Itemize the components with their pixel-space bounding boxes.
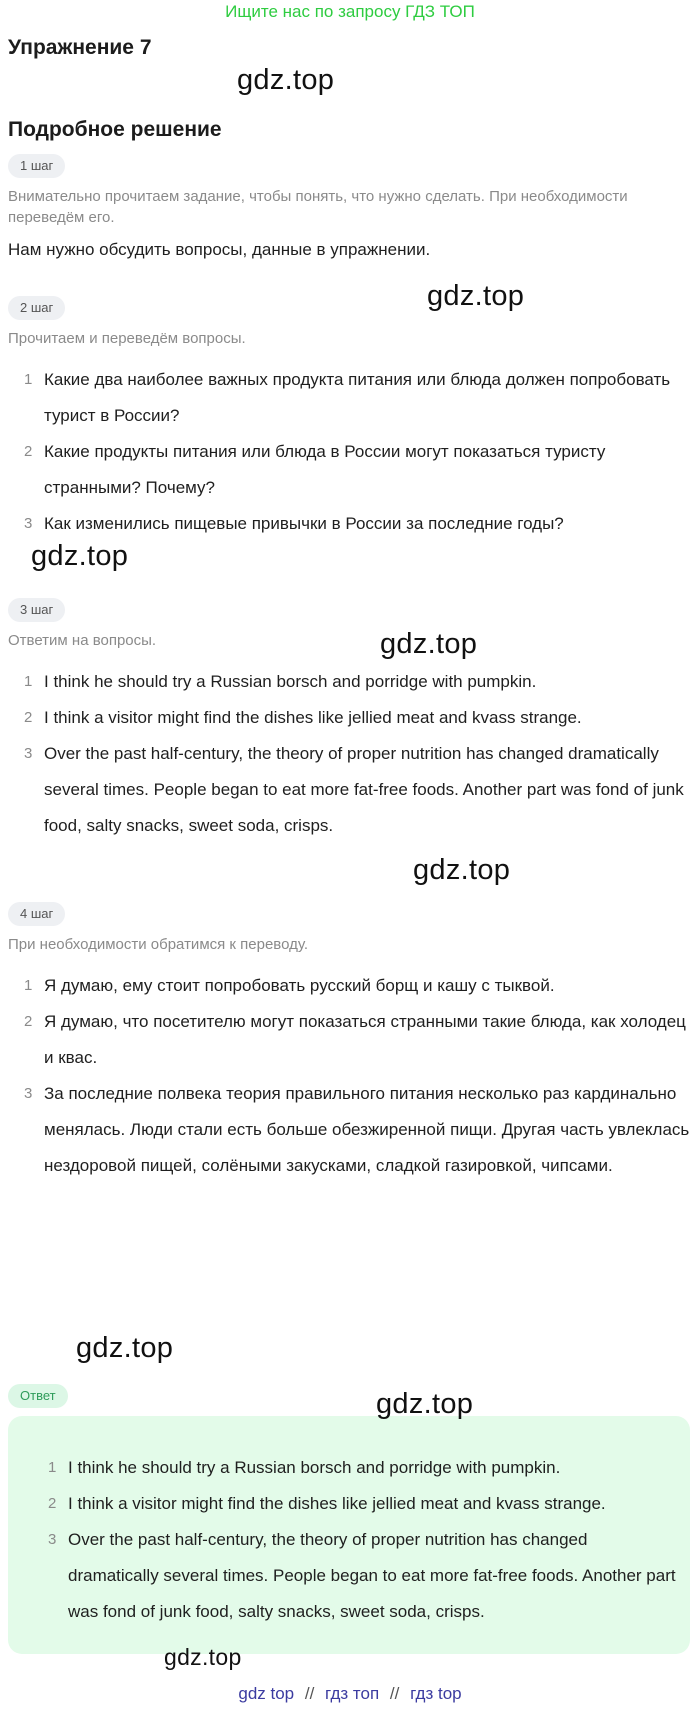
answer-list <box>32 1450 682 1630</box>
step-3-chip: 3 шаг <box>8 598 65 622</box>
step-2-chip: 2 шаг <box>8 296 65 320</box>
list-item: 2 I think a visitor might find the dishes like jellied meat and kvass strange. <box>24 708 582 727</box>
watermark: gdz.top <box>76 1332 174 1364</box>
list-item: 1 I think he should try a Russian borsch and porridge with pumpkin. <box>24 672 537 691</box>
footer-link-gdz-top-ru[interactable]: гдз топ <box>325 1684 380 1703</box>
step-2-description: Прочитаем и переведём вопросы. <box>8 330 246 347</box>
watermark: gdz.top <box>427 280 525 312</box>
step-1-lead: Нам нужно обсудить вопросы, данные в упражнении. <box>8 240 431 259</box>
list-item: 3 Как изменились пищевые привычки в России за последние годы? <box>24 514 564 533</box>
watermark: gdz.top <box>376 1388 474 1420</box>
step-2-list <box>8 362 698 542</box>
list-item: 1 Я думаю, ему стоит попробовать русский борщ и кашу с тыквой. <box>24 976 555 995</box>
footer-links <box>0 1684 700 1704</box>
section-title: Подробное решение <box>8 118 222 141</box>
list-item: 2 Я думаю, что посетителю могут показаться странными такие блюда, как холодец и квас. <box>24 1012 686 1067</box>
watermark: gdz.top <box>413 854 511 886</box>
watermark: gdz.top <box>31 540 129 572</box>
list-item: 1 Какие два наиболее важных продукта питания или блюда должен попробовать турист в России? <box>24 370 671 425</box>
list-item: 3 Over the past half-century, the theory of proper nutrition has changed dramatically several times. People began to eat more fat-free foods. Another part was fond of junk food, salty snacks, sweet soda, crisps. <box>24 744 684 835</box>
footer-link-gdz-top[interactable]: gdz top <box>238 1684 295 1703</box>
list-item: 3 Over the past half-century, the theory of proper nutrition has changed dramatically several times. People began to eat more fat-free foods. Another part was fond of junk food, salty snacks, sweet soda, crisps. <box>48 1530 676 1621</box>
step-4-chip: 4 шаг <box>8 902 65 926</box>
list-item: 2 I think a visitor might find the dishes like jellied meat and kvass strange. <box>48 1494 606 1513</box>
step-4-description: При необходимости обратимся к переводу. <box>8 936 309 953</box>
step-3-description: Ответим на вопросы. <box>8 632 157 649</box>
watermark: gdz.top <box>237 64 335 96</box>
list-item: 3 За последние полвека теория правильного питания несколько раз кардинально менялась. Люди стали есть больше обезжиренной пищи. Другая часть увлеклась нездоровой пищей, солёными закусками, сладкой газировкой, чипсами. <box>24 1084 690 1175</box>
page-title: Упражнение 7 <box>8 36 152 59</box>
watermark: gdz.top <box>164 1644 242 1670</box>
list-item: 1 I think he should try a Russian borsch and porridge with pumpkin. <box>48 1458 561 1477</box>
step-1-description: Внимательно прочитаем задание, чтобы понять, что нужно сделать. При необходимости переведём его. <box>8 188 628 226</box>
list-item: 2 Какие продукты питания или блюда в России могут показаться туристу странными? Почему? <box>24 442 606 497</box>
footer-link-gdz-top-mixed[interactable]: гдз top <box>410 1684 462 1703</box>
answer-chip: Ответ <box>8 1384 68 1408</box>
step-4-list <box>8 968 698 1184</box>
watermark: gdz.top <box>380 628 478 660</box>
footer-separator: // <box>389 1684 400 1703</box>
step-1-chip: 1 шаг <box>8 154 65 178</box>
footer-separator: // <box>304 1684 315 1703</box>
step-3-list <box>8 664 698 844</box>
promo-banner[interactable]: Ищите нас по запросу ГДЗ ТОП <box>225 2 475 21</box>
